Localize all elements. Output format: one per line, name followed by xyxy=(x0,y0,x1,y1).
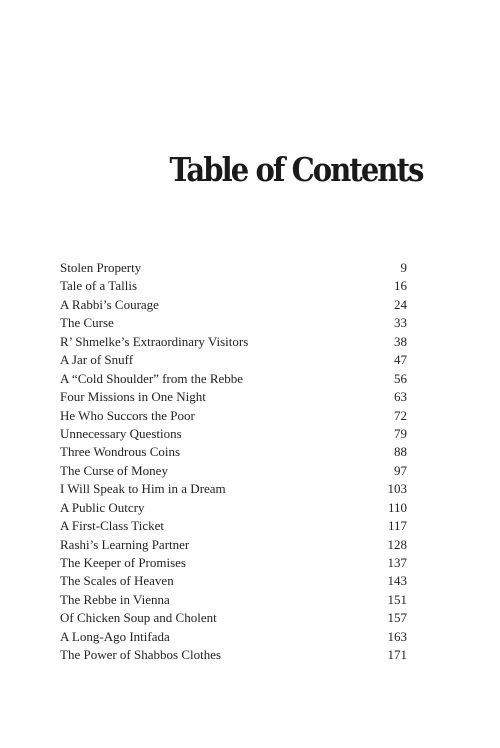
toc-entry-page: 38 xyxy=(394,333,407,349)
toc-entry-page: 151 xyxy=(387,591,407,607)
toc-entry xyxy=(60,314,407,332)
toc-entry-page: 128 xyxy=(387,536,407,552)
toc-entry-page: 157 xyxy=(387,610,407,626)
toc-entry xyxy=(60,277,407,295)
toc-entry-page: 16 xyxy=(394,278,407,294)
toc-entry-title: A Rabbi’s Courage xyxy=(60,296,159,312)
toc-entry-page: 56 xyxy=(394,370,407,386)
toc-entry-page: 47 xyxy=(394,352,407,368)
toc-entry-page: 110 xyxy=(387,499,407,515)
toc-entry-title: He Who Succors the Poor xyxy=(60,407,195,423)
toc-entry xyxy=(60,499,407,517)
toc-entry-page: 9 xyxy=(400,260,407,275)
toc-entry-title: The Curse of Money xyxy=(60,462,168,478)
toc-entry xyxy=(60,259,407,277)
toc-entry-title: Four Missions in One Night xyxy=(60,389,206,405)
toc-entry xyxy=(60,296,407,314)
toc-entry xyxy=(60,462,407,480)
toc-entry-title: The Rebbe in Vienna xyxy=(60,591,170,607)
toc-entry-page: 137 xyxy=(387,555,407,570)
toc-entry-page: 72 xyxy=(394,407,407,423)
toc-entry-title: I Will Speak to Him in a Dream xyxy=(60,481,226,497)
toc-entry-page: 117 xyxy=(387,518,407,534)
toc-entry-title: Stolen Property xyxy=(60,260,142,275)
toc-entry-page: 63 xyxy=(394,389,407,405)
toc-entry xyxy=(60,351,407,369)
toc-entry xyxy=(60,480,407,498)
toc-entry-page: 79 xyxy=(394,425,407,441)
toc-entry-page: 103 xyxy=(387,481,407,497)
toc-entry xyxy=(60,517,407,535)
toc-entry-page: 143 xyxy=(387,573,407,589)
toc-entry-title: The Keeper of Promises xyxy=(60,555,186,570)
toc-entry xyxy=(60,536,407,554)
toc-entry-title: The Power of Shabbos Clothes xyxy=(60,647,222,663)
toc-entry xyxy=(60,388,407,406)
toc-entry xyxy=(60,407,407,425)
toc-entry-title: A “Cold Shoulder” from the Rebbe xyxy=(60,370,244,386)
toc-entry-title: R’ Shmelke’s Extraordinary Visitors xyxy=(60,333,249,349)
toc-entry-title: Of Chicken Soup and Cholent xyxy=(60,610,217,626)
toc-entry-title: Three Wondrous Coins xyxy=(60,444,181,460)
toc-entry-page: 24 xyxy=(394,296,407,312)
toc-entry-page: 97 xyxy=(394,462,407,478)
toc-entry-title: Tale of a Tallis xyxy=(60,278,137,294)
toc-entry xyxy=(60,646,407,664)
toc-entry-page: 171 xyxy=(387,647,407,663)
toc-entry-title: A Jar of Snuff xyxy=(60,352,134,368)
toc-entry-title: The Scales of Heaven xyxy=(60,573,174,589)
toc-entry-page: 163 xyxy=(387,628,407,644)
page-title: Table of Contents xyxy=(169,150,422,189)
toc-entry xyxy=(60,572,407,590)
toc-entry xyxy=(60,591,407,609)
toc-entry xyxy=(60,425,407,443)
toc-entry xyxy=(60,370,407,388)
toc-entry xyxy=(60,554,407,572)
toc-entry xyxy=(60,333,407,351)
toc-entry-page: 33 xyxy=(394,315,407,331)
toc-entry xyxy=(60,628,407,646)
toc-entry-title: The Curse xyxy=(60,315,114,331)
toc-entry-title: A Public Outcry xyxy=(60,499,145,515)
toc-entry xyxy=(60,609,407,627)
toc-entry-title: Rashi’s Learning Partner xyxy=(60,536,190,552)
toc-entry-title: A Long-Ago Intifada xyxy=(60,628,170,644)
toc-entry-title: Unnecessary Questions xyxy=(60,425,182,441)
toc-entry-page: 88 xyxy=(394,444,407,460)
toc-entry xyxy=(60,443,407,461)
toc-list xyxy=(60,259,407,665)
toc-entry-title: A First-Class Ticket xyxy=(60,518,165,534)
